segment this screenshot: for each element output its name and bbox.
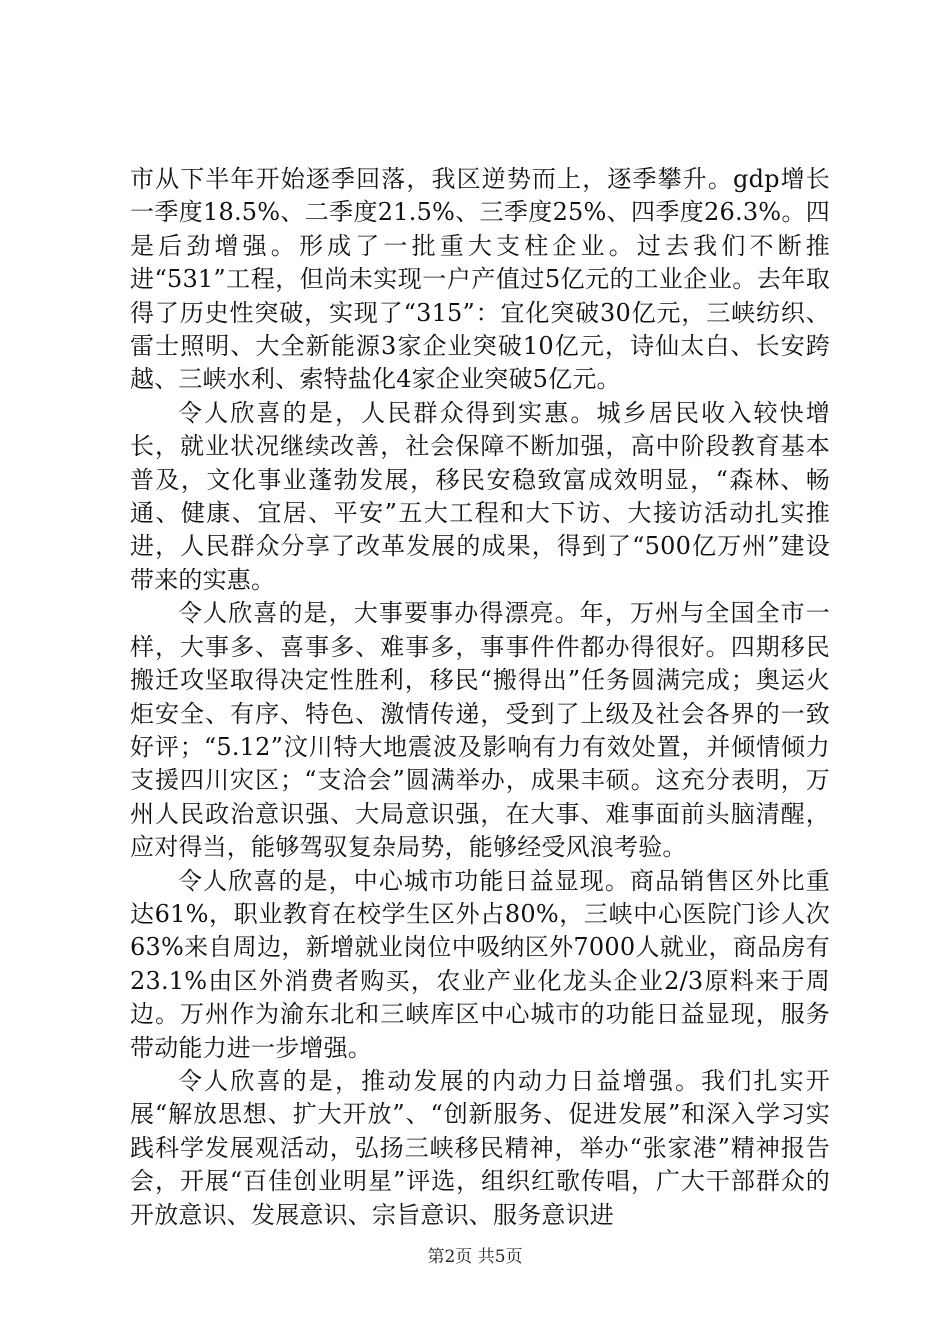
paragraph-2: 令人欣喜的是，人民群众得到实惠。城乡居民收入较快增长，就业状况继续改善，社会保障不断加强，高中阶段教育基本普及，文化事业蓬勃发展，移民安稳致富成效明显，“森林、畅通、健康、宜居、平安”五大工程和大下访、大接访活动扎实推进，人民群众分享了改革发展的成果，得到了“500亿万州”建设带来的实惠。 <box>130 398 830 594</box>
paragraph-5: 令人欣喜的是，推动发展的内动力日益增强。我们扎实开展“解放思想、扩大开放”、“创新服务、促进发展”和深入学习实践科学发展观活动，弘扬三峡移民精神，举办“张家港”精神报告会，开展“百佳创业明星”评选，组织红歌传唱，广大干部群众的开放意识、发展意识、宗旨意识、服务意识进 <box>130 1066 830 1229</box>
page-number-footer: 第2页 共5页 <box>427 1247 523 1267</box>
document-body <box>130 163 830 1232</box>
paragraph-3: 令人欣喜的是，大事要事办得漂亮。年，万州与全国全市一样，大事多、喜事多、难事多，事事件件都办得很好。四期移民搬迁攻坚取得决定性胜利，移民“搬得出”任务圆满完成；奥运火炬安全、有序、特色、激情传递，受到了上级及社会各界的一致好评；“5.12”汶川特大地震波及影响有力有效处置，并倾情倾力支援四川灾区；“支洽会”圆满举办，成果丰硕。这充分表明，万州人民政治意识强、大局意识强，在大事、难事面前头脑清醒，应对得当，能够驾驭复杂局势，能够经受风浪考验。 <box>130 599 830 862</box>
paragraph-1: 市从下半年开始逐季回落，我区逆势而上，逐季攀升。gdp增长一季度18.5%、二季度21.5%、三季度25%、四季度26.3%。四是后劲增强。形成了一批重大支柱企业。过去我们不断推进“531”工程，但尚未实现一户产值过5亿元的工业企业。去年取得了历史性突破，实现了“315”：宜化突破30亿元，三峡纺织、雷士照明、大全新能源3家企业突破10亿元，诗仙太白、长安跨越、三峡水利、索特盐化4家企业突破5亿元。 <box>130 165 830 394</box>
paragraph-4: 令人欣喜的是，中心城市功能日益显现。商品销售区外比重达61%，职业教育在校学生区外占80%，三峡中心医院门诊人次63%来自周边，新增就业岗位中吸纳区外7000人就业，商品房有23.1%由区外消费者购买，农业产业化龙头企业2/3原料来于周边。万州作为渝东北和三峡库区中心城市的功能日益显现，服务带动能力进一步增强。 <box>130 866 830 1062</box>
